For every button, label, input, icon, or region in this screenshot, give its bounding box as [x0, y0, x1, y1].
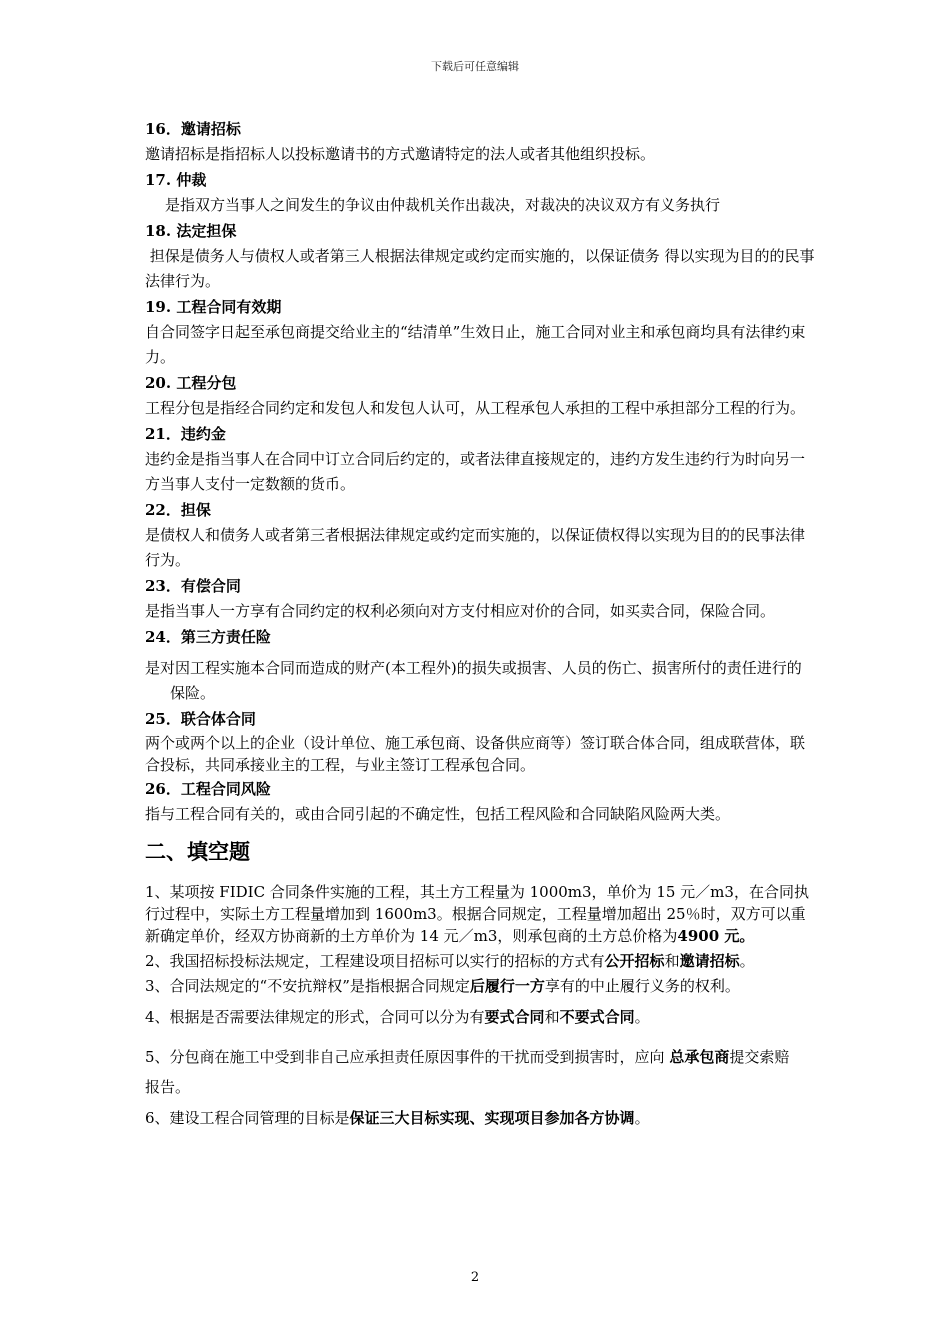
answer: 公开招标 — [604, 952, 665, 970]
term-title: 16．邀请招标 — [145, 120, 241, 138]
answer: 保证三大目标实现、实现项目参加各方协调 — [349, 1109, 635, 1127]
fill-question-5 — [145, 1042, 795, 1102]
term-body: 是指双方当事人之间发生的争议由仲裁机关作出裁决，对裁决的决议双方有义务执行 — [165, 196, 721, 214]
term-body: 工程分包是指经合同约定和发包人和发包人认可，从工程承包人承担的工程中承担部分工程的行为。 — [145, 399, 806, 417]
term-body: 是指当事人一方享有合同约定的权利必须向对方支付相应对价的合同，如买卖合同，保险合同。 — [145, 602, 776, 620]
fill-question-2 — [145, 950, 815, 972]
answer: 4900 元。 — [677, 927, 755, 945]
question-text: 2、我国招标投标法规定，工程建设项目招标可以实行的招标的方式有 — [145, 952, 605, 970]
answer: 总承包商 — [669, 1048, 730, 1066]
term-title: 24．第三方责任险 — [145, 628, 271, 646]
term-body: 是对因工程实施本合同而造成的财产(本工程外)的损失或损害、人员的伤亡、损害所付的责任进行的保险。 — [145, 659, 802, 702]
question-text: 。 — [634, 1109, 650, 1127]
term-body: 自合同签字日起至承包商提交给业主的“结清单”生效日止，施工合同对业主和承包商均具有法律约束力。 — [145, 323, 806, 366]
fill-question-1 — [145, 881, 815, 947]
fill-question-3 — [145, 975, 815, 997]
answer: 后履行一方 — [469, 977, 545, 995]
question-text: 和 — [544, 1008, 560, 1026]
page-number: 2 — [470, 1270, 480, 1285]
question-text: 5、分包商在施工中受到非自己应承担责任原因事件的干扰而受到损害时，应向 — [145, 1048, 670, 1066]
term-body: 两个或两个以上的企业（设计单位、施工承包商、设备供应商等）签订联合体合同，组成联营体，联合投标，共同承接业主的工程，与业主签订工程承包合同。 — [145, 734, 806, 774]
fill-question-6 — [145, 1106, 815, 1131]
term-title: 25．联合体合同 — [145, 710, 256, 728]
page-header: 下载后可任意编辑 — [431, 60, 519, 73]
term-title: 19. 工程合同有效期 — [145, 298, 282, 316]
fill-question-4 — [145, 1005, 815, 1030]
term-body: 担保是债务人与债权人或者第三人根据法律规定或约定而实施的，以保证债务 得以实现为目的的民事法律行为。 — [145, 247, 815, 290]
term-body: 指与工程合同有关的，或由合同引起的不确定性，包括工程风险和合同缺陷风险两大类。 — [145, 805, 731, 823]
answer: 要式合同 — [484, 1008, 545, 1026]
question-text: 3、合同法规定的“不安抗辩权”是指根据合同规定 — [145, 977, 470, 995]
question-text: 。 — [739, 952, 755, 970]
document-body — [145, 116, 815, 1135]
term-body: 是债权人和债务人或者第三者根据法律规定或约定而实施的，以保证债权得以实现为目的的民事法律行为。 — [145, 526, 806, 569]
term-body: 违约金是指当事人在合同中订立合同后约定的，或者法律直接规定的，违约方发生违约行为时向另一方当事人支付一定数额的货币。 — [145, 450, 806, 493]
term-body: 邀请招标是指招标人以投标邀请书的方式邀请特定的法人或者其他组织投标。 — [145, 145, 656, 163]
question-text: 提交索赔报告。 — [145, 1048, 790, 1096]
section-heading: 二、填空题 — [145, 839, 250, 864]
term-title: 23．有偿合同 — [145, 577, 241, 595]
answer: 不要式合同 — [559, 1008, 635, 1026]
answer: 邀请招标 — [679, 952, 740, 970]
term-title: 20. 工程分包 — [145, 374, 237, 392]
term-title: 18. 法定担保 — [145, 222, 237, 240]
question-text: 享有的中止履行义务的权利。 — [544, 977, 740, 995]
question-text: 和 — [664, 952, 680, 970]
question-text: 6、建设工程合同管理的目标是 — [145, 1109, 350, 1127]
question-text: 4、根据是否需要法律规定的形式，合同可以分为有 — [145, 1008, 485, 1026]
term-title: 17. 仲裁 — [145, 171, 207, 189]
term-title: 22．担保 — [145, 501, 211, 519]
question-text: 。 — [634, 1008, 650, 1026]
question-text: 1、某项按 FIDIC 合同条件实施的工程，其土方工程量为 1000m3，单价为 15 元／m3，在合同执行过程中，实际土方工程量增加到 1600m3。根据合同规定，工程量增加超出 25％时，双方可以重新确定单价，经双方协商新的土方单价为 14 元／m3，则承包商的土方总价格为 — [145, 883, 809, 945]
term-title: 21．违约金 — [145, 425, 226, 443]
term-title: 26．工程合同风险 — [145, 780, 271, 798]
